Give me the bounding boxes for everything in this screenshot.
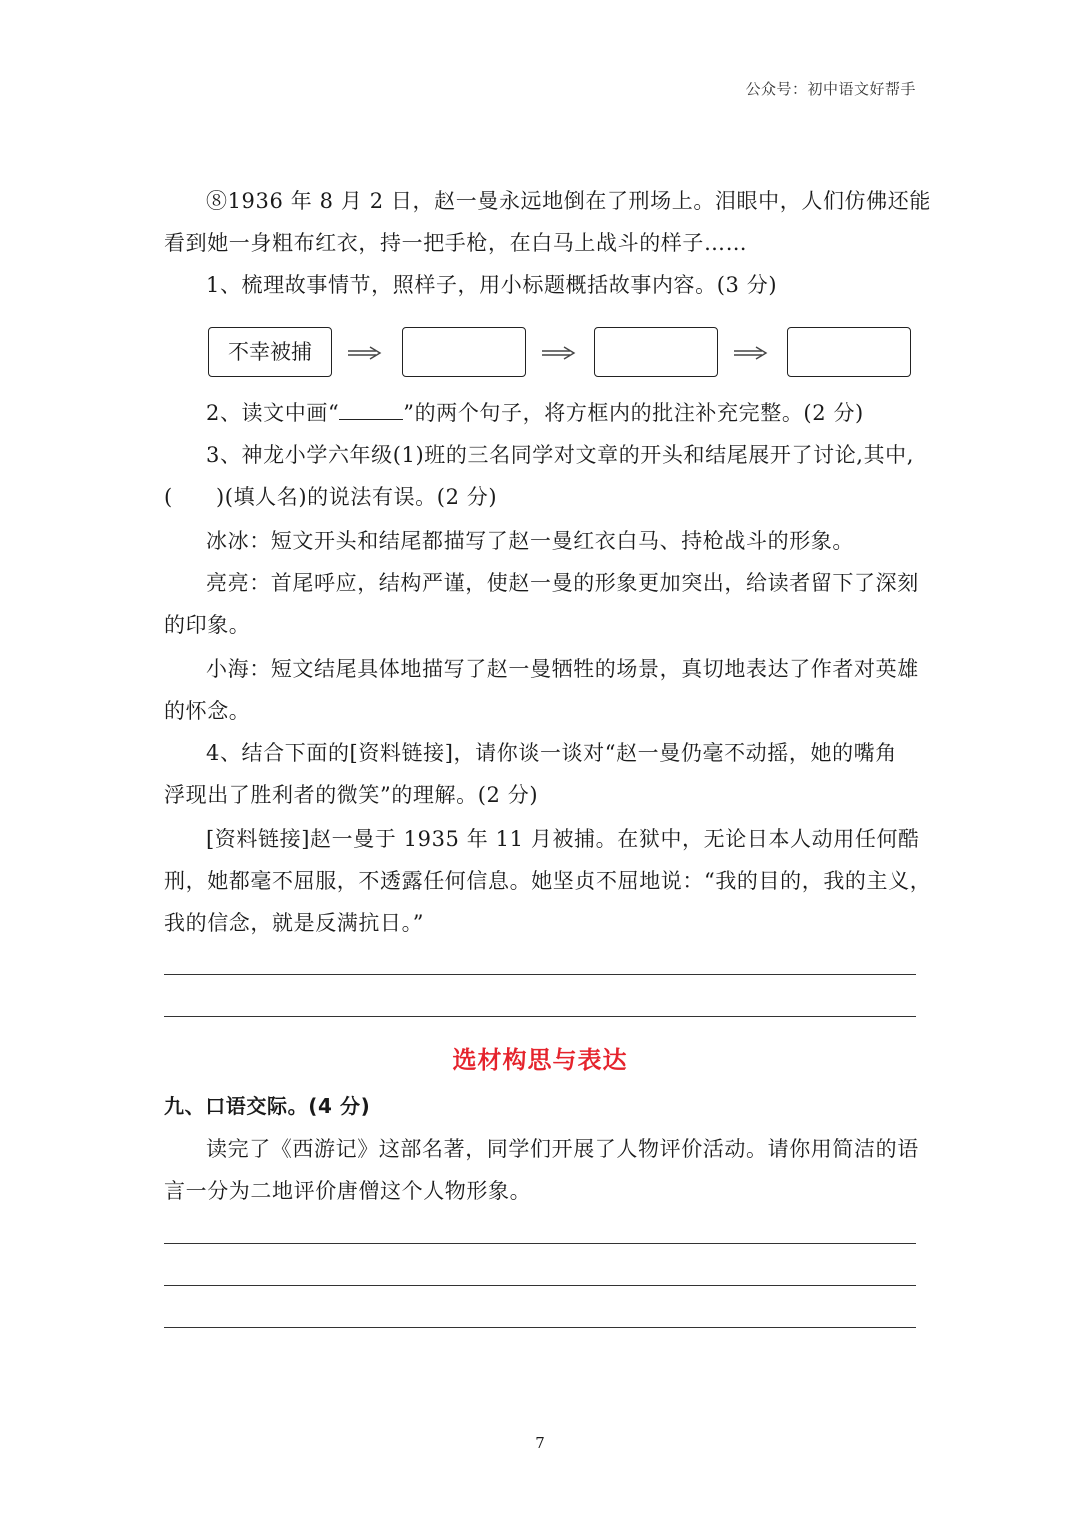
opinion-bingbing: 冰冰：短文开头和结尾都描写了赵一曼红衣白马、持枪战斗的形象。 — [206, 529, 854, 553]
plot-flow-diagram — [208, 327, 918, 383]
double-right-arrow-icon — [540, 345, 580, 361]
page-number: 7 — [535, 1434, 545, 1452]
question-2-text — [206, 392, 864, 434]
resource-link-cont: 刑，她都毫不屈服，不透露任何信息。她坚贞不屈地说：“我的目的，我的主义， — [164, 869, 932, 893]
question-1-text: 1、梳理故事情节，照样子，用小标题概括故事内容。(3 分) — [206, 273, 778, 297]
resource-link-cont: 我的信念，就是反满抗日。” — [164, 911, 425, 935]
question-9-line: 言一分为二地评价唐僧这个人物形象。 — [164, 1179, 532, 1203]
question-2-suffix: ”的两个句子，将方框内的批注补充完整。(2 分) — [403, 401, 864, 425]
answer-line[interactable] — [164, 1243, 916, 1244]
question-2-prefix: 2、读文中画“ — [206, 401, 340, 425]
opinion-xiaohai-cont: 的怀念。 — [164, 699, 251, 723]
question-9-line: 读完了《西游记》这部名著，同学们开展了人物评价活动。请你用简洁的语 — [206, 1137, 919, 1161]
resource-link: [资料链接]赵一曼于 1935 年 11 月被捕。在狱中，无论日本人动用任何酷 — [206, 827, 920, 851]
flow-box-blank-2[interactable] — [594, 327, 718, 377]
opinion-liangliang-cont: 的印象。 — [164, 613, 251, 637]
opinion-liangliang: 亮亮：首尾呼应，结构严谨，使赵一曼的形象更加突出，给读者留下了深刻 — [206, 571, 919, 595]
question-3-line: 3、神龙小学六年级(1)班的三名同学对文章的开头和结尾展开了讨论,其中, — [206, 443, 915, 467]
opinion-xiaohai: 小海：短文结尾具体地描写了赵一曼牺牲的场景，真切地表达了作者对英雄 — [206, 657, 919, 681]
header-source: 公众号：初中语文好帮手 — [745, 80, 916, 98]
passage-line: ⑧1936 年 8 月 2 日，赵一曼永远地倒在了刑场上。泪眼中，人们仿佛还能 — [206, 189, 931, 213]
answer-line[interactable] — [164, 1016, 916, 1017]
question-4-line: 4、结合下面的[资料链接]，请你谈一谈对“赵一曼仍毫不动摇，她的嘴角 — [206, 741, 897, 765]
passage-line: 看到她一身粗布红衣，持一把手枪，在白马上战斗的样子…… — [164, 231, 748, 255]
double-right-arrow-icon — [732, 345, 772, 361]
underline-sample — [339, 397, 403, 420]
question-4-line: 浮现出了胜利者的微笑”的理解。(2 分) — [164, 783, 539, 807]
question-9-heading: 九、口语交际。(4 分) — [164, 1094, 371, 1118]
double-right-arrow-icon — [346, 345, 386, 361]
section-title: 选材构思与表达 — [452, 1046, 628, 1074]
question-3-line: ( )(填人名)的说法有误。(2 分) — [164, 485, 498, 509]
answer-line[interactable] — [164, 1327, 916, 1328]
flow-box-blank-1[interactable] — [402, 327, 526, 377]
answer-line[interactable] — [164, 1285, 916, 1286]
flow-box-example: 不幸被捕 — [208, 327, 332, 377]
answer-line[interactable] — [164, 974, 916, 975]
flow-box-blank-3[interactable] — [787, 327, 911, 377]
